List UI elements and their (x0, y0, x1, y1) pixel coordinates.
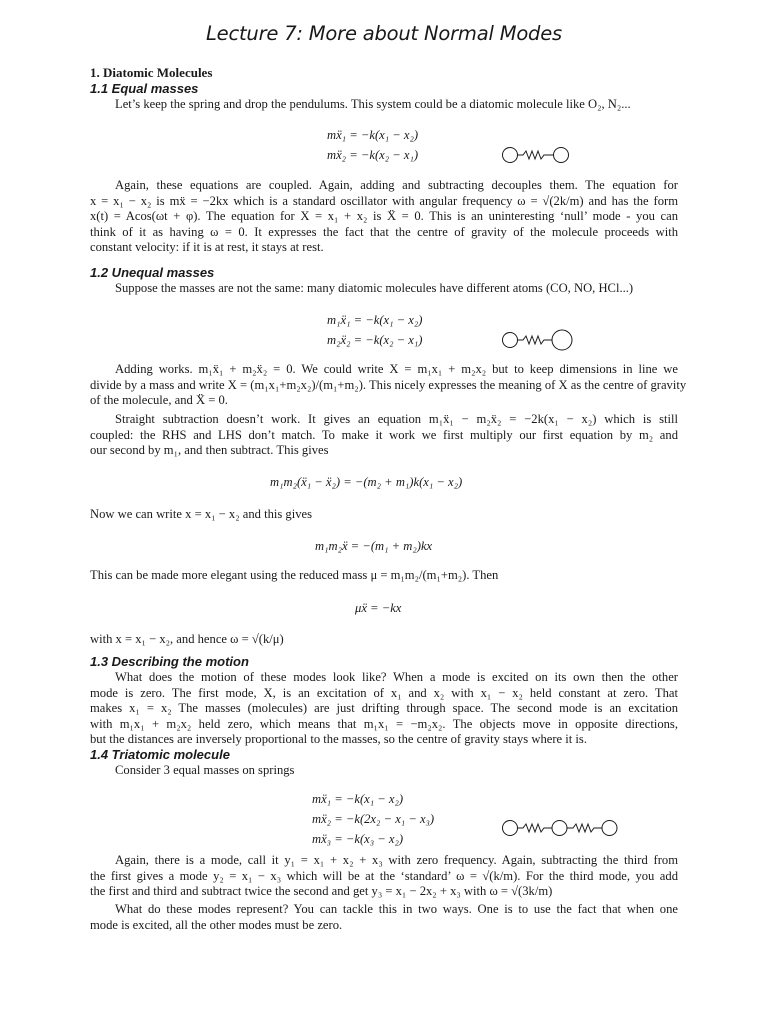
triatomic-molecule-diagram (500, 818, 650, 838)
subsection-heading-unequal-masses: 1.2 Unequal masses (90, 265, 215, 280)
paragraph-decoupling: Again, these equations are coupled. Again, adding and subtracting decouples them. The equation for x = x₁ − x₂ is mẍ = −2kx which is a standard oscillator with angular frequency ω = √(2k/m) and has the form x(t) = Acos(ωt + φ). The equation for X = x₁ + x₂ is Ẍ = 0. This is an uninteresting ‘null’ mode - you can think of it as having ω = 0. It expresses the fact that the centre of gravity of the molecule proceeds with constant velocity: if it is at rest, it stays at rest. (90, 178, 678, 255)
paragraph-hence-omega: with x = x₁ − x₂, and hence ω = √(k/μ) (90, 632, 284, 646)
equation-relative: m₁m₂ẍ = −(m₁ + m₂)kx (315, 539, 433, 553)
diatomic-molecule-equal-diagram (500, 145, 580, 165)
diatomic-molecule-unequal-diagram (500, 328, 590, 352)
paragraph-describing-motion: What does the motion of these modes look like? When a mode is excited on its own then the other mode is zero. The first mode, X, is an excitation of x₁ and x₂ with x₁ − x₂ held constant at zero. That makes x₁ = x₂ The masses (molecules) are just drifting through space. The second mode is an excitation with m₁x₁ + m₂x₂ held zero, which means that m₁x₁ = −m₂x₂. The objects move in opposite directions, but the distances are inversely proportional to the masses, so the centre of gravity stays where it is. (90, 670, 678, 747)
paragraph-intro-unequal: Suppose the masses are not the same: many diatomic molecules have different atoms (CO, NO, HCl...) (115, 281, 634, 295)
paragraph-reduced-mass: This can be made more elegant using the reduced mass μ = m₁m₂/(m₁+m₂). Then (90, 568, 499, 582)
document-page (90, 0, 687, 1024)
paragraph-triatomic-modes: Again, there is a mode, call it y₁ = x₁ + x₂ + x₃ with zero frequency. Again, subtracting the third from the first gives a mode y₂ = x₁ − x₃ which will be at the ‘standard’ ω = √(k/m). For the third mode, you add the first and third and subtract twice the second and get y₃ = x₁ − 2x₂ + x₃ with ω = √(3k/m) (90, 853, 678, 899)
equation-reduced: μẍ = −kx (355, 601, 402, 615)
paragraph-adding: Adding works. m₁ẍ₁ + m₂ẍ₂ = 0. We could write X = m₁x₁ + m₂x₂ but to keep dimensions in line we divide by a mass and write X = (m₁x₁+m₂x₂)/(m₁+m₂). This nicely expresses the meaning of X as the centre of gravity of the molecule, and Ẍ = 0. (90, 362, 687, 408)
section-heading-diatomic: 1. Diatomic Molecules (90, 65, 213, 80)
subsection-heading-equal-masses: 1.1 Equal masses (90, 81, 199, 96)
equation-subtracted: m₁m₂(ẍ₁ − ẍ₂) = −(m₂ + m₁)k(x₁ − x₂) (270, 475, 463, 489)
page-title: Lecture 7: More about Normal Modes (206, 22, 562, 45)
equation-line: mẍ₃ = −k(x₃ − x₂) (312, 832, 404, 846)
equation-line: mẍ₂ = −k(2x₂ − x₁ − x₃) (312, 812, 435, 826)
equation-line: mẍ₁ = −k(x₁ − x₂) (312, 792, 404, 806)
equation-line: mẍ₂ = −k(x₂ − x₁) (327, 148, 419, 162)
equation-block-triatomic (312, 789, 434, 849)
subsection-heading-describing-motion: 1.3 Describing the motion (90, 654, 249, 669)
equation-line: m₂ẍ₂ = −k(x₂ − x₁) (327, 333, 423, 347)
paragraph-intro-triatomic: Consider 3 equal masses on springs (115, 763, 295, 777)
equation-line: m₁ẍ₁ = −k(x₁ − x₂) (327, 313, 423, 327)
equation-block-unequal (327, 310, 422, 350)
subsection-heading-triatomic: 1.4 Triatomic molecule (90, 747, 230, 762)
equation-line: mẍ₁ = −k(x₁ − x₂) (327, 128, 419, 142)
paragraph-now-write: Now we can write x = x₁ − x₂ and this gives (90, 507, 312, 521)
paragraph-modes-represent: What do these modes represent? You can tackle this in two ways. One is to use the fact that when one mode is excited, all the other modes must be zero. (90, 902, 678, 932)
equation-block-equal (327, 125, 418, 165)
paragraph-intro-equal: Let’s keep the spring and drop the pendulums. This system could be a diatomic molecule like O₂, N₂... (115, 97, 631, 111)
paragraph-subtraction: Straight subtraction doesn’t work. It gives an equation m₁ẍ₁ − m₂ẍ₂ = −2k(x₁ − x₂) which is still coupled: the RHS and LHS don’t match. To make it work we first multiply our first equation by m₂ and our second by m₁, and then subtract. This gives (90, 412, 678, 458)
